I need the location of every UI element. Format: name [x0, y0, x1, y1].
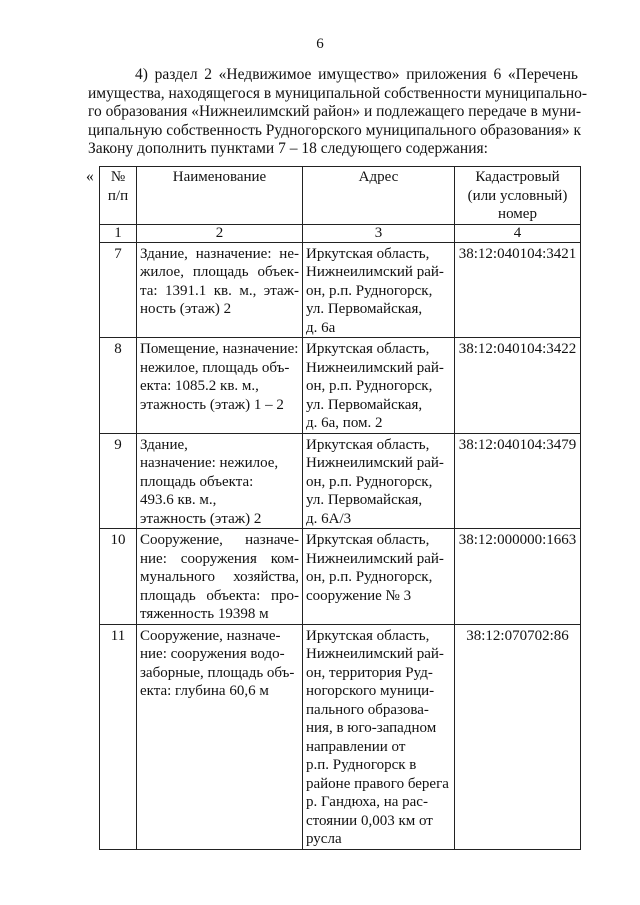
address-line: д. 6а, пом. 2: [306, 415, 383, 431]
address-line: он, р.п. Рудногорск,: [306, 378, 433, 394]
row-address: [303, 433, 455, 529]
row-address: [303, 338, 455, 434]
name-line: 493.6 кв. м.,: [140, 492, 217, 508]
row-number: 11: [100, 624, 137, 849]
address-line: пального образова-: [306, 701, 429, 718]
column-index: 2: [137, 224, 303, 242]
header-address: [303, 167, 455, 225]
row-name: [137, 624, 303, 849]
row-number: 8: [100, 338, 137, 434]
header-text: Наименование: [172, 169, 267, 185]
address-line: Иркутская область,: [306, 532, 430, 548]
name-line: этажность (этаж) 1 – 2: [140, 396, 284, 413]
address-line: Иркутская область,: [306, 627, 430, 644]
address-line: р. Гандюха, на рас-: [306, 794, 428, 810]
header-text: Адрес: [358, 169, 399, 185]
header-text: (или условный): [467, 187, 568, 204]
row-cadastral-number: 38:12:040104:3479: [455, 433, 581, 529]
address-line: д. 6а: [306, 319, 336, 336]
row-number: 7: [100, 242, 137, 338]
address-line: ул. Первомайская,: [306, 301, 423, 317]
row-cadastral-number: 38:12:000000:1663: [455, 529, 581, 625]
address-line: р.п. Рудногорск в: [306, 757, 417, 773]
row-cadastral-number: 38:12:040104:3422: [455, 338, 581, 434]
header-num: [100, 167, 137, 225]
address-line: Нижнеилимский рай-: [306, 646, 444, 662]
name-line: тяженность 19398 м: [140, 606, 269, 622]
name-line: Сооружение, назначе-: [140, 627, 281, 644]
table-header-row: [100, 167, 581, 225]
row-number: 9: [100, 433, 137, 529]
name-line: нежилое, площадь объ-: [140, 359, 290, 376]
column-index-row: [100, 224, 581, 242]
address-line: он, территория Руд-: [306, 664, 433, 681]
name-line: мунального хозяйства,: [140, 569, 299, 585]
address-line: направлении от: [306, 738, 406, 755]
address-line: он, р.п. Рудногорск,: [306, 569, 433, 585]
name-line: этажность (этаж) 2: [140, 510, 262, 527]
column-index: 4: [455, 224, 581, 242]
address-line: д. 6А/3: [306, 510, 352, 527]
row-address: [303, 529, 455, 625]
row-number: 10: [100, 529, 137, 625]
address-line: Иркутская область,: [306, 245, 430, 262]
address-line: районе правого берега: [306, 775, 449, 792]
name-line: екта: 1085.2 кв. м.,: [140, 378, 259, 394]
table-row: [100, 338, 581, 434]
address-line: Иркутская область,: [306, 436, 430, 453]
address-line: Нижнеилимский рай-: [306, 359, 444, 376]
address-line: стоянии 0,003 км от: [306, 812, 433, 829]
address-line: русла: [306, 831, 342, 847]
address-line: он, р.п. Рудногорск,: [306, 282, 433, 299]
name-line: жилое, площадь объек-: [140, 264, 299, 280]
name-line: Помещение, назначение:: [140, 341, 299, 357]
intro-line: 4) раздел 2 «Недвижимое имущество» приложения 6 «Перечень: [135, 66, 578, 83]
address-line: Нижнеилимский рай-: [306, 455, 444, 471]
name-line: Здание, назначение: не-: [140, 245, 299, 262]
table-row: [100, 624, 581, 849]
table-row: [100, 433, 581, 529]
name-line: площадь объекта: про-: [140, 587, 299, 604]
address-line: он, р.п. Рудногорск,: [306, 473, 433, 490]
name-line: Сооружение, назначе-: [140, 532, 299, 548]
address-line: ногорского муници-: [306, 683, 435, 699]
property-table: [99, 166, 581, 850]
address-line: ния, в юго-западном: [306, 720, 437, 736]
name-line: Здание,: [140, 436, 188, 453]
row-cadastral-number: 38:12:070702:86: [455, 624, 581, 849]
address-line: Нижнеилимский рай-: [306, 264, 444, 280]
column-index: 1: [100, 224, 137, 242]
header-text: №: [110, 169, 126, 185]
header-text: Кадастровый: [475, 169, 560, 185]
address-line: сооружение № 3: [306, 587, 412, 604]
row-name: [137, 338, 303, 434]
table-row: [100, 242, 581, 338]
name-line: ние: сооружения водо-: [140, 646, 285, 662]
opening-quote-mark: «: [86, 168, 94, 185]
header-cadastral: [455, 167, 581, 225]
name-line: ность (этаж) 2: [140, 301, 232, 317]
row-address: [303, 624, 455, 849]
header-text: номер: [498, 206, 537, 222]
name-line: назначение: нежилое,: [140, 455, 279, 471]
name-line: площадь объекта:: [140, 473, 254, 490]
name-line: заборные, площадь объ-: [140, 664, 295, 681]
name-line: екта: глубина 60,6 м: [140, 683, 269, 699]
page-number: 6: [316, 36, 324, 52]
intro-line: имущества, находящегося в муниципальной собственности муниципально-: [88, 84, 588, 102]
intro-line: Закону дополнить пунктами 7 – 18 следующего содержания:: [88, 140, 488, 157]
row-address: [303, 242, 455, 338]
header-text: п/п: [107, 187, 129, 204]
intro-line: ципальную собственность Рудногорского муниципального образования» к: [88, 121, 581, 139]
intro-line: го образования «Нижнеилимский район» и подлежащего передаче в муни-: [88, 103, 582, 120]
address-line: ул. Первомайская,: [306, 396, 423, 413]
row-name: [137, 242, 303, 338]
intro-paragraph: [88, 66, 588, 159]
address-line: Нижнеилимский рай-: [306, 550, 444, 567]
name-line: та: 1391.1 кв. м., этаж-: [140, 282, 299, 299]
row-name: [137, 433, 303, 529]
table-row: [100, 529, 581, 625]
header-name: [137, 167, 303, 225]
name-line: ние: сооружения ком-: [140, 550, 299, 567]
column-index: 3: [303, 224, 455, 242]
address-line: ул. Первомайская,: [306, 492, 423, 508]
row-name: [137, 529, 303, 625]
row-cadastral-number: 38:12:040104:3421: [455, 242, 581, 338]
address-line: Иркутская область,: [306, 341, 430, 357]
